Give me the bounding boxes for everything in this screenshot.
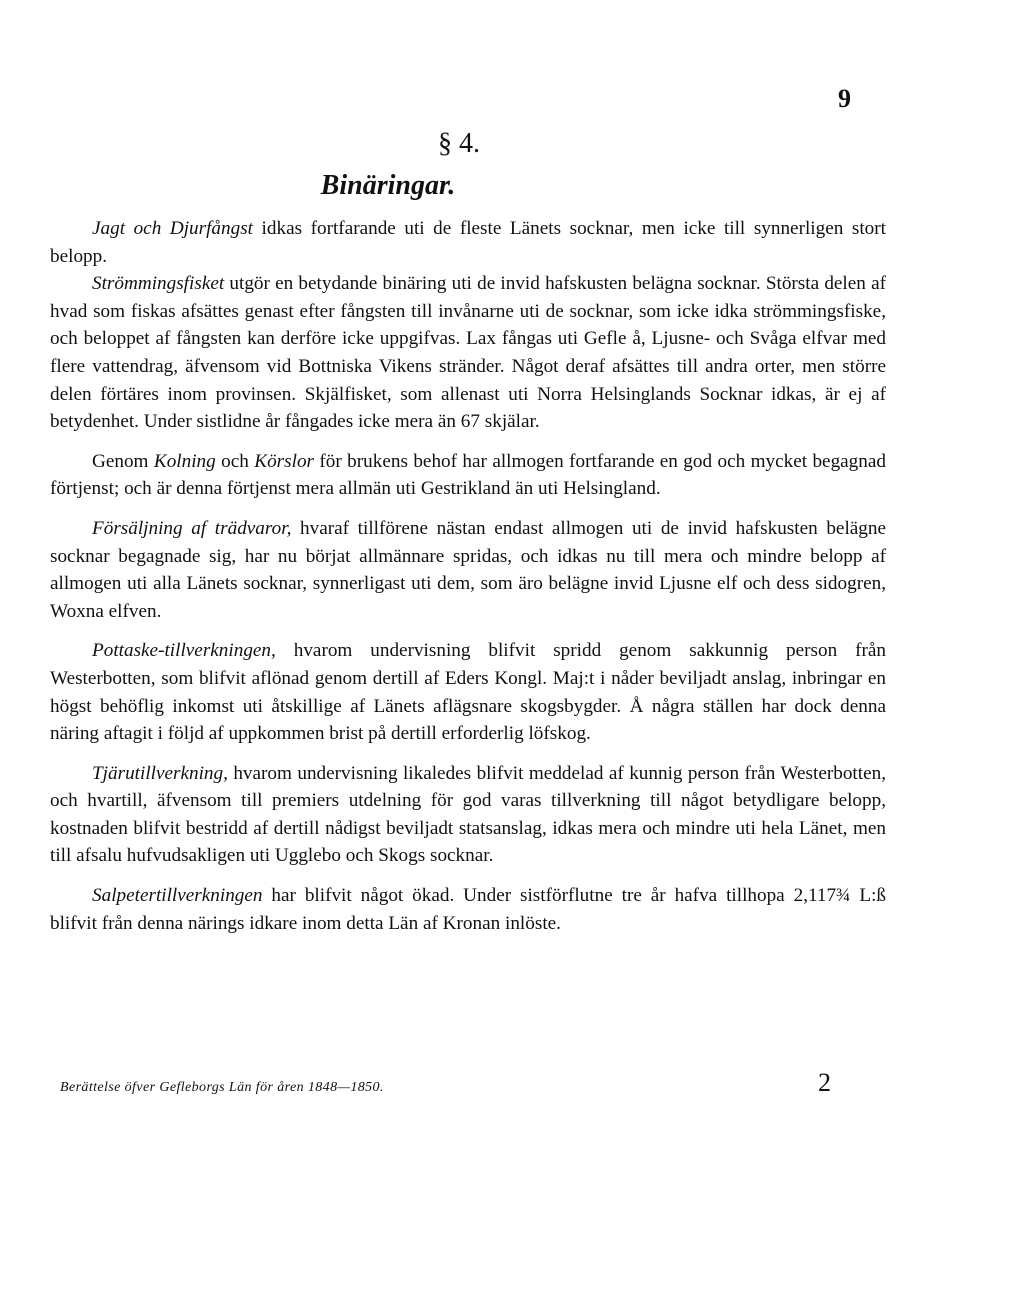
paragraph-text: hvarom undervisning blifvit spridd genom sakkunnig person från Westerbotten, som blifvit aflönad genom dertill af Eders Kongl. Maj:t i nåder beviljadt anslag, inbringar en högst behöflig inkomst uti åtskillige af Länets aflägsnare skogsbygder. Å några ställen har dock denna näring aftagit i följd af uppkommen brist på dertill erforderlig löfskog.: [50, 640, 886, 745]
running-footer: Berättelse öfver Gefleborgs Län för åren 1848—1850.: [60, 1080, 384, 1095]
paragraph-saltpeter: [50, 882, 886, 937]
paragraph-lead: Jagt och Djurfångst: [92, 218, 253, 239]
page-number: 9: [838, 84, 851, 113]
paragraph-lead: Försäljning af trädvaror,: [92, 517, 292, 539]
paragraph-lead: Pottaske-tillverkningen,: [92, 640, 276, 662]
paragraph-herring-fishing: [50, 270, 886, 436]
signature-mark: 2: [818, 1068, 831, 1097]
paragraph-timber-sales: [50, 515, 886, 625]
paragraph-lead: Salpetertillverkningen: [92, 885, 263, 907]
paragraph-text: hvarom undervisning likaledes blifvit meddelad af kunnig person från Westerbotten, och hvartill, äfvensom till premiers utdelning för god varas tillverkning till något betydligare belopp, kostnaden blifvit bestridd af dertill nådigst beviljadt statsanslag, idkas mera och mindre uti hela Länet, men till afsalu hufvudsakligen uti Ugglebo och Skogs socknar.: [50, 762, 886, 867]
paragraph-text: för brukens behof har allmogen fortfarande en god och mycket begagnad förtjenst; och är denna förtjenst mera allmän uti Gestrikland än uti Helsingland.: [50, 450, 886, 500]
paragraph-lead: Kolning: [153, 450, 216, 472]
body-text: [50, 215, 886, 937]
paragraph-text: idkas fortfarande uti de fleste Länets socknar, men icke till synnerligen stort belopp.: [50, 218, 886, 267]
section-title: Binäringar.: [320, 170, 456, 201]
paragraph-mid: och: [215, 450, 255, 472]
paragraph-tar: [50, 760, 886, 870]
paragraph-lead: Tjärutillverkning,: [92, 762, 228, 784]
paragraph-pre: Genom: [92, 450, 154, 472]
paragraph-text: utgör en betydande binäring uti de invid hafskusten belägna socknar. Största delen af hvad som fiskas afsättes genast efter fångsten till invånarne uti de socknar, som icke idka strömmingsfiske, och beloppet af fångsten kan derföre icke uppgifvas. Lax fångas uti Gefle å, Ljusne- och Svåga elfvar med flere vattendrag, äfvensom vid Bottniska Vikens stränder. Något deraf afsättes till andra orter, men större delen förtäres inom provinsen. Skjälfisket, som allenast uti Norra Helsinglands Socknar idkas, är ej af betydenhet. Under sistlidne år fångades icke mera än 67 skjälar.: [50, 273, 886, 433]
paragraph-lead: Strömmingsfisket: [92, 273, 225, 295]
section-number: § 4.: [438, 128, 480, 159]
paragraph-potash: [50, 637, 886, 747]
paragraph-lead-2: Körslor: [254, 450, 314, 472]
paragraph-charcoal: [50, 448, 886, 503]
paragraph-text: har blifvit något ökad. Under sistförflutne tre år hafva tillhopa 2,117¾ L:ß blifvit från denna närings idkare inom detta Län af Kronan inlöste.: [50, 885, 886, 934]
paragraph-hunting: [50, 215, 886, 270]
paragraph-text: hvaraf tillförene nästan endast allmogen uti de invid hafskusten belägne socknar begagnade sig, har nu börjat allmännare spridas, och idkas nu till mera och mindre belopp af allmogen uti alla Länets socknar, synnerligast uti dem, som äro belägne invid Ljusne elf och dess sidogren, Woxna elfven.: [50, 517, 886, 622]
